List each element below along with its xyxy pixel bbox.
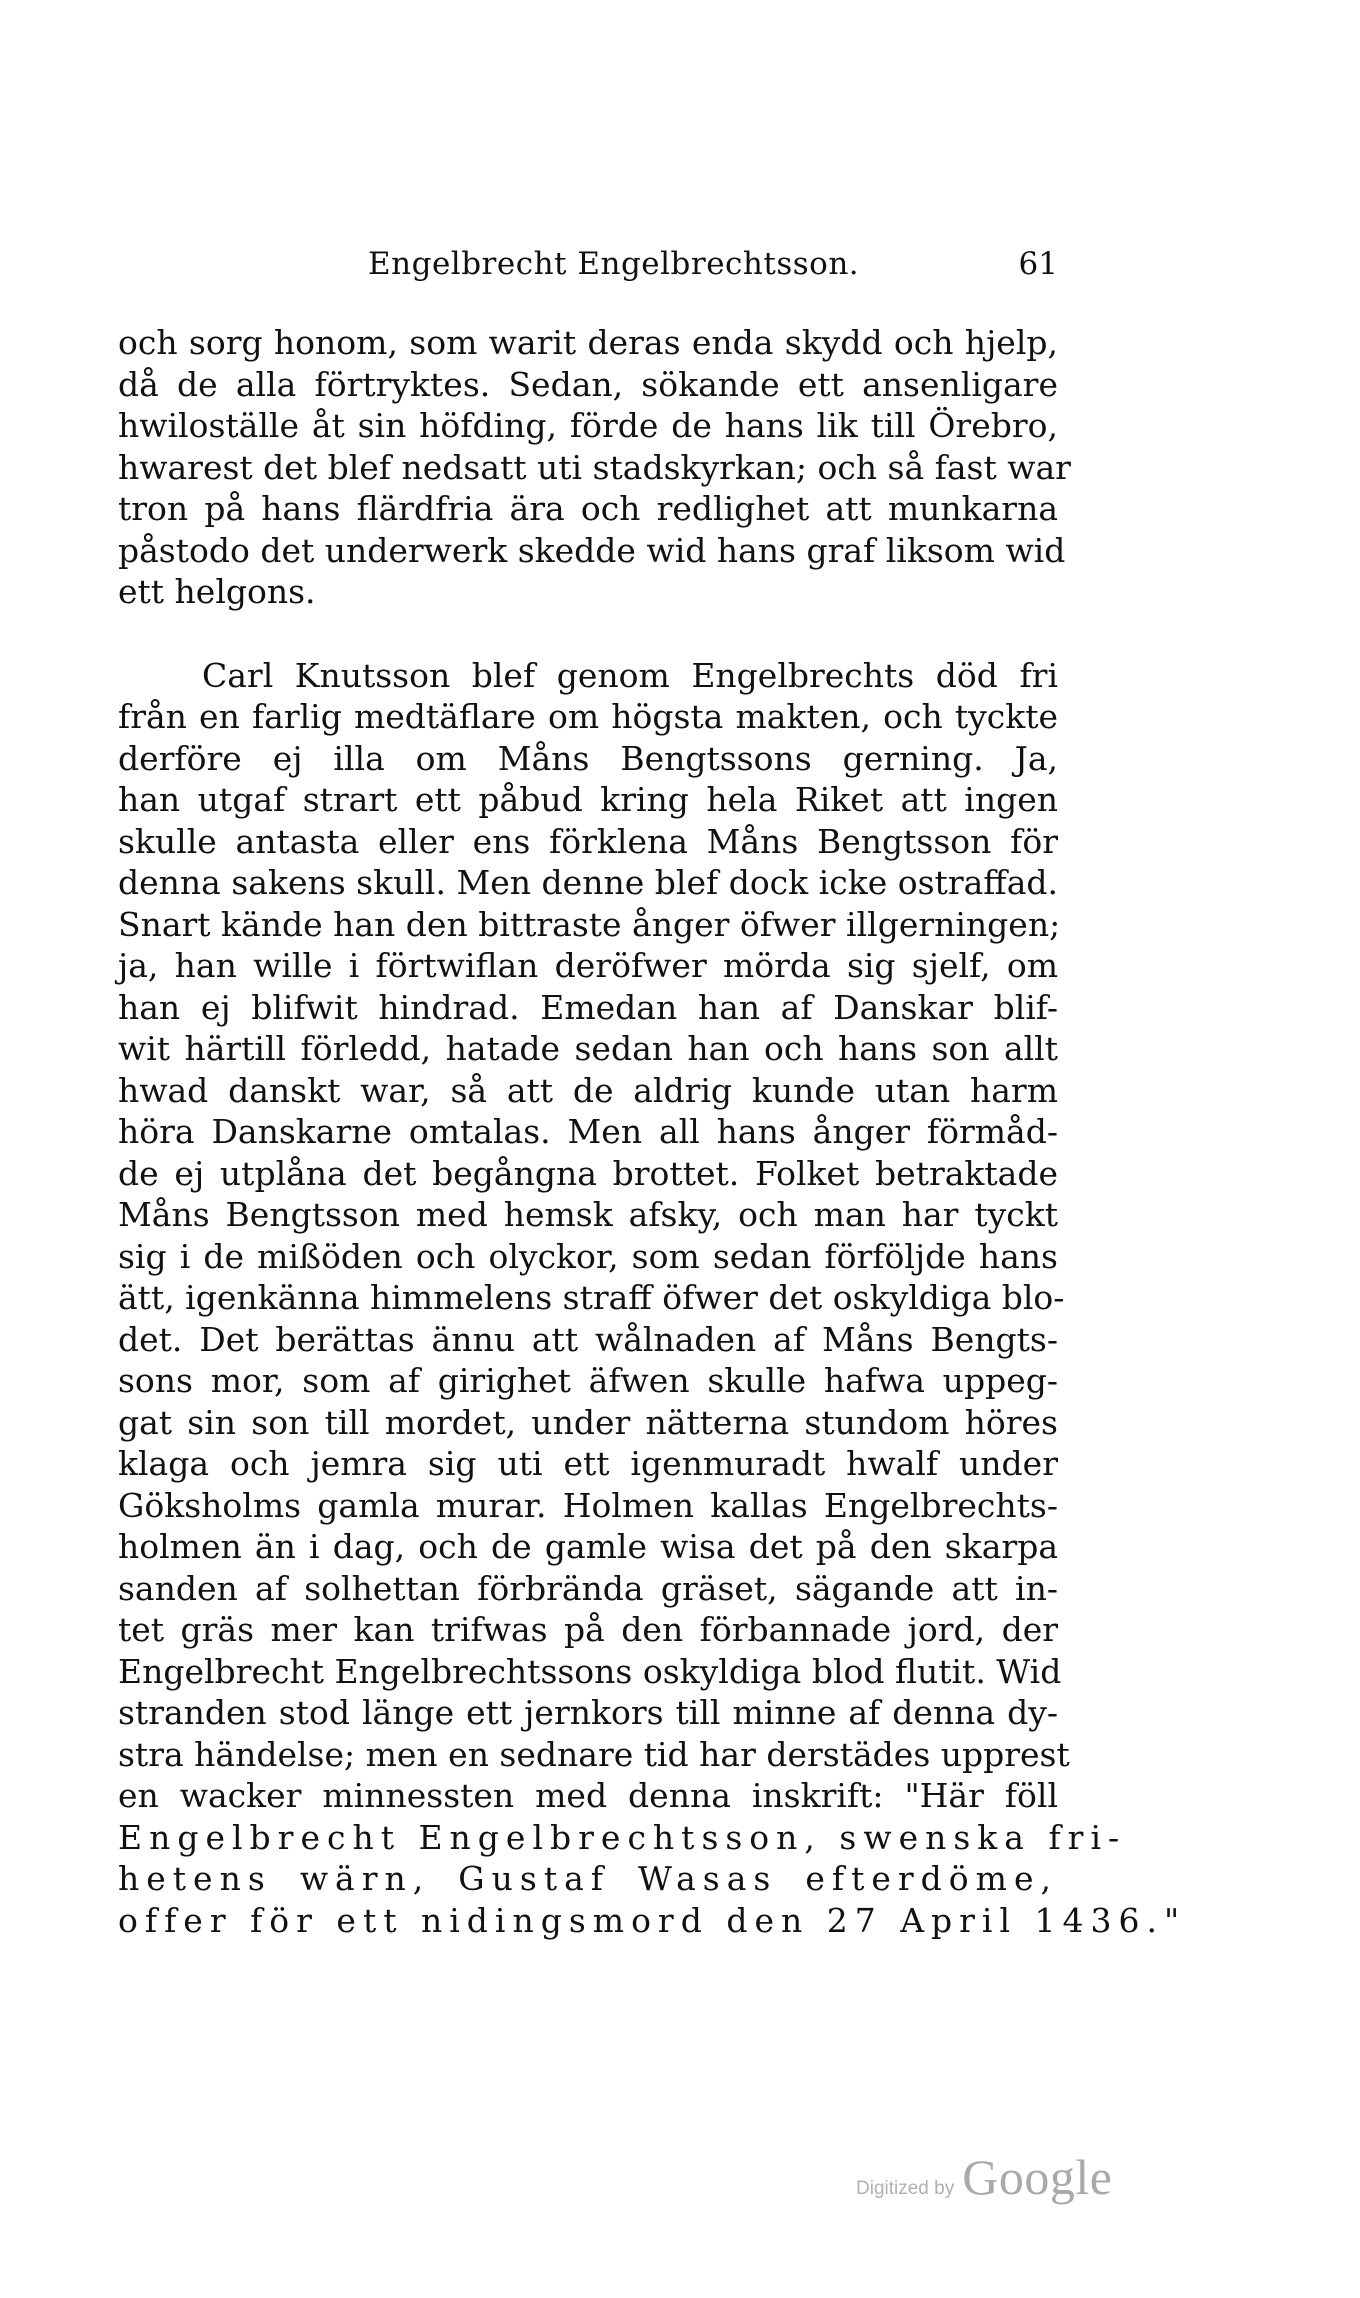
- text-line: han utgaf strart ett påbud kring hela Riket att ingen: [118, 780, 1058, 819]
- paragraph-2: [118, 655, 1187, 1942]
- text-line: derföre ej illa om Måns Bengtssons gerning. Ja,: [118, 738, 1058, 778]
- page-number: 61: [1018, 246, 1058, 282]
- text-line: Snart kände han den bittraste ånger öfwer illgerningen;: [118, 904, 1061, 944]
- text-line: då de alla förtryktes. Sedan, sökande ett ansenligare: [118, 364, 1058, 404]
- text-line: sanden af solhettan förbrända gräset, sägande att in-: [118, 1568, 1058, 1608]
- running-title: Engelbrecht Engelbrechtsson.: [368, 246, 860, 282]
- text-line: från en farlig medtäflare om högsta makten, och tyckte: [118, 697, 1058, 736]
- google-logo: Google: [962, 2149, 1113, 2205]
- text-line: offer för ett nidingsmord den 27 April 1436.": [118, 1900, 1187, 1940]
- text-line: hetens wärn, Gustaf Wasas efterdöme,: [118, 1859, 1058, 1898]
- text-line: hwarest det blef nedsatt uti stadskyrkan; och så fast war: [118, 447, 1071, 487]
- text-line: de ej utplåna det begångna brottet. Folket betraktade: [118, 1153, 1058, 1193]
- text-line: holmen än i dag, och de gamle wisa det på den skarpa: [118, 1527, 1058, 1566]
- text-line: Engelbrecht Engelbrechtsson, swenska fri-: [118, 1817, 1127, 1857]
- text-line: wit härtill förledd, hatade sedan han och hans son allt: [118, 1029, 1058, 1068]
- text-line: sig i de mißöden och olyckor, som sedan förföljde hans: [118, 1236, 1058, 1276]
- text-line: en wacker minnessten med denna inskrift: "Här föll: [118, 1776, 1058, 1815]
- text-line: Måns Bengtsson med hemsk afsky, och man har tyckt: [118, 1195, 1058, 1234]
- text-line: ätt, igenkänna himmelens straff öfwer det oskyldiga blo-: [118, 1278, 1065, 1317]
- page-header: [118, 246, 1058, 294]
- text-line: påstodo det underwerk skedde wid hans graf liksom wid: [118, 530, 1066, 570]
- text-line: Carl Knutsson blef genom Engelbrechts död fri: [202, 655, 1058, 695]
- text-line: och sorg honom, som warit deras enda skydd och hjelp,: [118, 323, 1058, 362]
- text-line: hwad danskt war, så att de aldrig kunde utan harm: [118, 1070, 1058, 1110]
- text-line: tron på hans flärdfria ära och redlighet att munkarna: [118, 489, 1058, 528]
- paragraph-1: [118, 322, 1071, 613]
- watermark-prefix: Digitized by: [856, 2178, 955, 2199]
- text-line: Göksholms gamla murar. Holmen kallas Engelbrechts-: [118, 1485, 1058, 1525]
- text-line: ett helgons.: [118, 572, 316, 611]
- text-line: sons mor, som af girighet äfwen skulle hafwa uppeg-: [118, 1361, 1058, 1400]
- text-line: skulle antasta eller ens förklena Måns Bengtsson för: [118, 821, 1058, 861]
- text-line: gat sin son till mordet, under nätterna stundom höres: [118, 1402, 1058, 1442]
- text-line: tet gräs mer kan trifwas på den förbannade jord, der: [118, 1610, 1058, 1649]
- text-line: klaga och jemra sig uti ett igenmuradt hwalf under: [118, 1444, 1058, 1483]
- text-line: han ej blifwit hindrad. Emedan han af Danskar blif-: [118, 987, 1058, 1027]
- body-text: [118, 322, 1187, 1941]
- digitized-by-google-watermark: [856, 2148, 1112, 2208]
- text-line: det. Det berättas ännu att wålnaden af Måns Bengts-: [118, 1319, 1058, 1359]
- text-line: stra händelse; men en sednare tid har derstädes upprest: [118, 1734, 1070, 1774]
- text-line: Engelbrecht Engelbrechtssons oskyldiga blod flutit. Wid: [118, 1651, 1062, 1691]
- text-line: hwiloställe åt sin höfding, förde de hans lik till Örebro,: [118, 406, 1058, 445]
- text-line: stranden stod länge ett jernkors till minne af denna dy-: [118, 1693, 1058, 1732]
- text-line: ja, han wille i förtwiflan deröfwer mörda sig sjelf, om: [118, 946, 1058, 985]
- text-line: denna sakens skull. Men denne blef dock icke ostraffad.: [118, 863, 1058, 902]
- text-line: höra Danskarne omtalas. Men all hans ånger förmåd-: [118, 1112, 1058, 1151]
- paragraph-gap: [118, 613, 1058, 655]
